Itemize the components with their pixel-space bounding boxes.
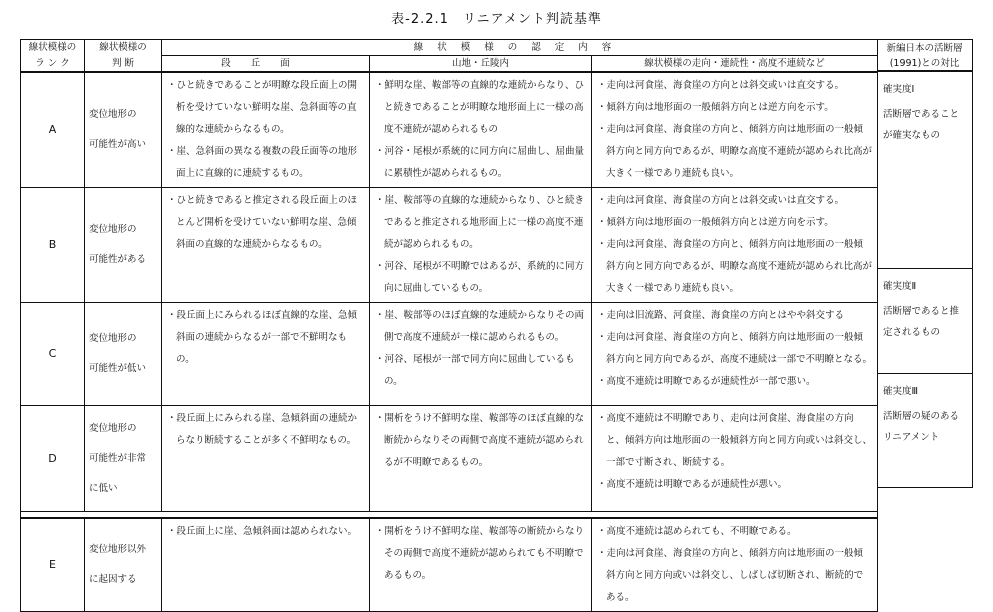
certainty-desc: 活断層であると推定されるもの xyxy=(883,306,960,338)
mountain-cell xyxy=(370,518,592,612)
mountain-item: ・ 鮮明な崖、鞍部等の直線的な連続からなり、ひと続きであることが明瞭な地形面上に一様の高度不連続が認められるもの xyxy=(375,75,586,141)
continuity-cell xyxy=(592,406,878,512)
continuity-item: ・ 傾斜方向は地形面の一般傾斜方向とは逆方向を示す。 xyxy=(597,97,872,119)
rank-cell: D xyxy=(21,406,85,512)
judgment-cell xyxy=(85,72,162,188)
judgment-line: 可能性が非常 xyxy=(89,452,147,464)
continuity-item: ・ 走向は河食崖、海食崖の方向と、傾斜方向は地形面の一般傾斜方向と同方向であるが、明瞭な高度不連続が認められ比高が大きく一様であり連続も良い。 xyxy=(597,234,872,300)
mountain-item: ・ 河谷、尾根が不明瞭ではあるが、系統的に同方向に屈曲しているもの。 xyxy=(375,256,586,300)
mountain-cell xyxy=(370,72,592,188)
table-row xyxy=(21,518,878,612)
criteria-header-label: 線状模様の認定内容 xyxy=(413,42,626,53)
judgment-cell xyxy=(85,188,162,303)
terrace-cell xyxy=(162,406,370,512)
mountain-item: ・ 開析をうけ不鮮明な崖、鞍部等の断続からなりその両側で高度不連続が認められても不明瞭であるもの。 xyxy=(375,521,586,587)
judgment-line: 可能性がある xyxy=(89,254,147,265)
table-row xyxy=(21,303,878,406)
mountain-item: ・ 開析をうけ不鮮明な崖、鞍部等のほぼ直線的な断続からなりその両側で高度不連続が認められるが不明瞭であるもの。 xyxy=(375,408,586,474)
continuity-header: 線状模様の走向・連続性・高度不連続など xyxy=(592,56,878,73)
mountain-cell xyxy=(370,406,592,512)
judgment-line: 変位地形の xyxy=(89,224,137,235)
terrace-item: ・ ひと続きであると推定される段丘面上のほとんど開析を受けていない鮮明な崖、急傾斜面の直線的な連続からなるもの。 xyxy=(167,190,364,256)
terrace-cell xyxy=(162,303,370,406)
mountain-item: ・ 河谷、尾根が一部で同方向に屈曲しているもの。 xyxy=(375,349,586,393)
table-row xyxy=(21,406,878,512)
continuity-item: ・ 走向は河食崖、海食崖の方向と、傾斜方向は地形面の一般傾斜方向と同方向であるが、明瞭な高度不連続が認められ比高が大きく一様であり連続も良い。 xyxy=(597,119,872,185)
judgment-line: 変位地形の xyxy=(89,109,137,120)
continuity-item: ・ 高度不連続は認められても、不明瞭である。 xyxy=(597,521,872,543)
continuity-item: ・ 走向は河食崖、海食崖の方向と、傾斜方向は地形面の一般傾斜方向と同方向或いは斜交し、しばしば切断され、断続的である。 xyxy=(597,543,872,609)
terrace-item: ・ ひと続きであることが明瞭な段丘面上の開析を受けていない鮮明な崖、急斜面等の直線的な連続からなるもの。 xyxy=(167,75,364,141)
active-fault-header-top: 新編日本の活断層 xyxy=(886,43,963,54)
judgment-line: 変位地形の xyxy=(89,422,137,434)
mountain-item: ・ 崖、鞍部等の直線的な連続からなり、ひと続きであると推定される地形面上に一様の高度不連続が認められるもの。 xyxy=(375,190,586,256)
certainty-level: 確実度Ⅲ xyxy=(883,386,919,397)
continuity-item: ・ 高度不連続は明瞭であるが連続性が悪い。 xyxy=(597,474,872,496)
certainty-group-2 xyxy=(877,269,972,374)
terrace-cell xyxy=(162,188,370,303)
terrace-item: ・ 段丘面上にみられる崖、急傾斜面の連続からなり断続することが多く不鮮明なもの。 xyxy=(167,408,364,452)
certainty-level: 確実度Ⅰ xyxy=(883,84,915,95)
table-row xyxy=(21,72,878,188)
certainty-desc: 活断層であることが確実なもの xyxy=(883,109,960,141)
judgment-line: に低い xyxy=(89,482,118,494)
criteria-header xyxy=(162,40,878,56)
rank-cell: C xyxy=(21,303,85,406)
certainty-group-1 xyxy=(877,72,972,269)
rank-header-top: 線状模様の xyxy=(21,40,85,56)
certainty-desc: 活断層の疑のあるリニアメント xyxy=(883,411,960,443)
mountain-cell xyxy=(370,188,592,303)
judgment-line: に起因する xyxy=(89,574,137,585)
judgment-line: 可能性が高い xyxy=(89,139,147,150)
rank-cell: B xyxy=(21,188,85,303)
mountain-item: ・ 河谷・尾根が系統的に同方向に屈曲し、屈曲量に累積性が認められるもの。 xyxy=(375,141,586,185)
continuity-item: ・ 高度不連続は明瞭であるが連続性が一部で悪い。 xyxy=(597,371,872,393)
rank-cell: E xyxy=(21,518,85,612)
mountain-header: 山地・丘陵内 xyxy=(370,56,592,73)
judgment-cell xyxy=(85,406,162,512)
active-fault-header xyxy=(877,40,972,72)
continuity-cell xyxy=(592,303,878,406)
terrace-item: ・ 崖、急斜面の異なる複数の段丘面等の地形面上に直線的に連続するもの。 xyxy=(167,141,364,185)
continuity-item: ・ 高度不連続は不明瞭であり、走向は河食崖、海食崖の方向と、傾斜方向は地形面の一般傾斜方向と同方向或いは斜交し、一部で寸断され、断続する。 xyxy=(597,408,872,474)
continuity-cell xyxy=(592,188,878,303)
terrace-cell xyxy=(162,518,370,612)
continuity-item: ・ 走向は河食崖、海食崖の方向とは斜交或いは直交する。 xyxy=(597,75,872,97)
active-fault-header-bottom: (1991)との対比 xyxy=(889,58,960,69)
continuity-item: ・ 傾斜方向は地形面の一般傾斜方向とは逆方向を示す。 xyxy=(597,212,872,234)
continuity-cell xyxy=(592,518,878,612)
terrace-header xyxy=(162,56,370,73)
terrace-item: ・ 段丘面上に崖、急傾斜面は認められない。 xyxy=(167,521,364,543)
continuity-cell xyxy=(592,72,878,188)
continuity-item: ・ 走向は河食崖、海食崖の方向とは斜交或いは直交する。 xyxy=(597,190,872,212)
judgment-cell xyxy=(85,303,162,406)
judgment-cell xyxy=(85,518,162,612)
terrace-cell xyxy=(162,72,370,188)
table-title: 表-2.2.1 リニアメント判読基準 xyxy=(391,12,602,27)
mountain-item: ・ 崖、鞍部等のほぼ直線的な連続からなりその両側で高度不連続が一様に認められるもの。 xyxy=(375,305,586,349)
mountain-cell xyxy=(370,303,592,406)
terrace-item: ・ 段丘面上にみられるほぼ直線的な崖、急傾斜面の連続からなるが一部で不鮮明なもの。 xyxy=(167,305,364,371)
judgment-header-top: 線状模様の xyxy=(85,40,162,56)
judgment-line: 変位地形の xyxy=(89,333,137,344)
judgment-line: 変位地形以外 xyxy=(89,544,147,555)
terrace-header-label: 段丘面 xyxy=(221,58,310,69)
table-row xyxy=(21,188,878,303)
lineament-criteria-table xyxy=(20,39,878,612)
active-fault-comparison xyxy=(877,39,973,488)
rank-header-bottom: ラ ン ク xyxy=(21,56,85,73)
continuity-item: ・ 走向は河食崖、海食崖の方向と、傾斜方向は地形面の一般傾斜方向と同方向であるが、高度不連続は一部で不明瞭となる。 xyxy=(597,327,872,371)
rank-cell: A xyxy=(21,72,85,188)
certainty-group-3 xyxy=(877,374,972,489)
continuity-item: ・ 走向は旧流路、河食崖、海食崖の方向とはやや斜交する xyxy=(597,305,872,327)
judgment-header-bottom: 判 断 xyxy=(85,56,162,73)
judgment-line: 可能性が低い xyxy=(89,363,147,374)
certainty-level: 確実度Ⅱ xyxy=(883,281,917,292)
